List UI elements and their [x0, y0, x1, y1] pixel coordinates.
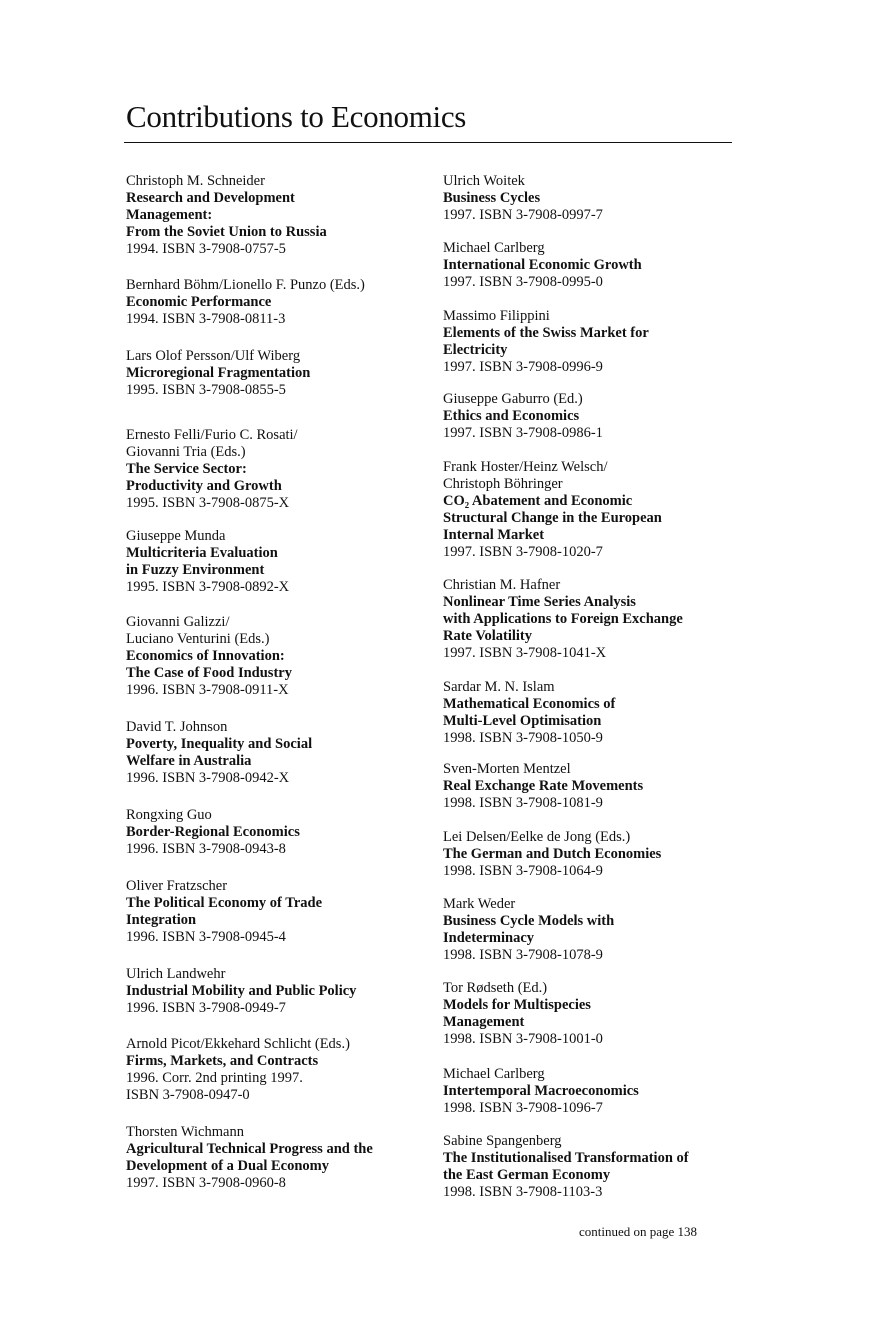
entry-author: Giuseppe Munda: [126, 528, 226, 544]
entry-publication-info: 1997. ISBN 3-7908-0997-7: [443, 207, 603, 223]
entry-author: Luciano Venturini (Eds.): [126, 631, 270, 647]
continued-note: continued on page 138: [579, 1224, 698, 1239]
entry-author: Frank Hoster/Heinz Welsch/: [443, 459, 608, 475]
entry-book-title: From the Soviet Union to Russia: [126, 224, 327, 240]
book-entry: [126, 878, 426, 946]
entry-publication-info: 1996. ISBN 3-7908-0949-7: [126, 1000, 286, 1016]
book-entry: [443, 577, 733, 662]
title-rule: [124, 142, 732, 143]
entry-book-title: Business Cycle Models with: [443, 913, 615, 929]
entry-publication-info: 1998. ISBN 3-7908-1001-0: [443, 1031, 603, 1047]
entry-publication-info: 1996. ISBN 3-7908-0942-X: [126, 770, 290, 786]
entry-publication-info: 1998. ISBN 3-7908-1103-3: [443, 1184, 603, 1200]
book-entry: [126, 614, 426, 699]
entry-book-title: Border-Regional Economics: [126, 824, 300, 840]
entry-author: Giovanni Tria (Eds.): [126, 444, 246, 460]
entry-book-title: Management: [443, 1014, 525, 1030]
book-entry: [126, 1124, 426, 1192]
entry-author: Christoph M. Schneider: [126, 173, 265, 189]
entry-author: Thorsten Wichmann: [126, 1124, 244, 1140]
book-entry: [443, 980, 733, 1048]
entry-author: Michael Carlberg: [443, 1066, 545, 1082]
book-entry: [443, 679, 733, 747]
entry-author: Bernhard Böhm/Lionello F. Punzo (Eds.): [126, 277, 365, 293]
entry-publication-info: 1996. ISBN 3-7908-0945-4: [126, 929, 286, 945]
entry-author: Lei Delsen/Eelke de Jong (Eds.): [443, 829, 631, 845]
entry-publication-info: 1998. ISBN 3-7908-1078-9: [443, 947, 603, 963]
entry-book-title: Management:: [126, 207, 213, 223]
entry-publication-info: 1997. ISBN 3-7908-0986-1: [443, 425, 603, 441]
entry-book-title: Productivity and Growth: [126, 478, 282, 494]
entry-book-title: Agricultural Technical Progress and the: [126, 1141, 373, 1157]
entry-publication-info: 1998. ISBN 3-7908-1064-9: [443, 863, 603, 879]
book-entry: [126, 348, 426, 399]
entry-author: Arnold Picot/Ekkehard Schlicht (Eds.): [126, 1036, 350, 1052]
book-entry: [443, 459, 733, 561]
entry-book-title: Nonlinear Time Series Analysis: [443, 594, 636, 610]
book-entry: [443, 308, 733, 376]
entry-author: Sven-Morten Mentzel: [443, 761, 571, 777]
entry-author: Ulrich Woitek: [443, 173, 525, 189]
entry-book-title: Real Exchange Rate Movements: [443, 778, 644, 794]
entry-author: Oliver Fratzscher: [126, 878, 228, 894]
entry-publication-info: 1998. ISBN 3-7908-1096-7: [443, 1100, 603, 1116]
entry-author: Tor Rødseth (Ed.): [443, 980, 548, 996]
entry-book-title: The Institutionalised Transformation of: [443, 1150, 689, 1166]
entry-book-title: The Case of Food Industry: [126, 665, 292, 681]
entry-publication-info: 1994. ISBN 3-7908-0757-5: [126, 241, 286, 257]
entry-publication-info: 1996. ISBN 3-7908-0943-8: [126, 841, 286, 857]
entry-book-title: Models for Multispecies: [443, 997, 591, 1013]
entry-book-title: Economics of Innovation:: [126, 648, 285, 664]
book-entry: [126, 719, 426, 787]
entry-book-title: Development of a Dual Economy: [126, 1158, 329, 1174]
entry-publication-info: 1997. ISBN 3-7908-0995-0: [443, 274, 603, 290]
book-entry: [443, 1133, 733, 1201]
entry-book-title: International Economic Growth: [443, 257, 642, 273]
book-entry: [126, 528, 426, 596]
book-entry: [126, 277, 426, 328]
entry-book-title: Electricity: [443, 342, 508, 358]
entry-publication-info: 1998. ISBN 3-7908-1050-9: [443, 730, 603, 746]
book-entry: [443, 391, 733, 442]
book-entry: [126, 1036, 426, 1104]
entry-author: Lars Olof Persson/Ulf Wiberg: [126, 348, 301, 364]
entry-book-title: Research and Development: [126, 190, 295, 206]
book-entry: [443, 761, 733, 812]
entry-book-title: The Service Sector:: [126, 461, 247, 477]
entry-book-title: Ethics and Economics: [443, 408, 580, 424]
entry-author: Sabine Spangenberg: [443, 1133, 562, 1149]
book-entry: [443, 829, 733, 880]
entry-author: Ernesto Felli/Furio C. Rosati/: [126, 427, 298, 443]
entry-publication-info: ISBN 3-7908-0947-0: [126, 1087, 250, 1103]
entry-book-title: The Political Economy of Trade: [126, 895, 323, 911]
entry-book-title: Intertemporal Macroeconomics: [443, 1083, 639, 1099]
entry-book-title: Firms, Markets, and Contracts: [126, 1053, 319, 1069]
entry-publication-info: 1995. ISBN 3-7908-0875-X: [126, 495, 290, 511]
entry-author: Rongxing Guo: [126, 807, 212, 823]
book-entry: [126, 807, 426, 858]
entry-publication-info: 1995. ISBN 3-7908-0892-X: [126, 579, 290, 595]
book-entry: [443, 1066, 733, 1117]
entry-author: David T. Johnson: [126, 719, 228, 735]
entry-publication-info: 1994. ISBN 3-7908-0811-3: [126, 311, 286, 327]
entry-book-title: Internal Market: [443, 527, 545, 543]
book-entry: [126, 966, 426, 1017]
entry-book-title: Structural Change in the European: [443, 510, 662, 526]
entry-book-title: Welfare in Australia: [126, 753, 252, 769]
entry-author: Christian M. Hafner: [443, 577, 561, 593]
entry-author: Mark Weder: [443, 896, 516, 912]
entry-author: Giuseppe Gaburro (Ed.): [443, 391, 583, 407]
entry-book-title: Elements of the Swiss Market for: [443, 325, 649, 341]
entry-author: Giovanni Galizzi/: [126, 614, 230, 630]
entry-publication-info: 1997. ISBN 3-7908-0960-8: [126, 1175, 286, 1191]
entry-book-title: CO₂ Abatement and Economic: [443, 493, 633, 509]
entry-publication-info: 1996. Corr. 2nd printing 1997.: [126, 1070, 303, 1086]
entry-publication-info: 1997. ISBN 3-7908-1020-7: [443, 544, 603, 560]
entry-book-title: Mathematical Economics of: [443, 696, 616, 712]
entry-book-title: in Fuzzy Environment: [126, 562, 265, 578]
entry-book-title: Multi-Level Optimisation: [443, 713, 602, 729]
book-entry: [443, 173, 733, 224]
entry-author: Michael Carlberg: [443, 240, 545, 256]
entry-publication-info: 1997. ISBN 3-7908-1041-X: [443, 645, 607, 661]
entry-publication-info: 1998. ISBN 3-7908-1081-9: [443, 795, 603, 811]
entry-book-title: Indeterminacy: [443, 930, 535, 946]
page-title: Contributions to Economics: [126, 99, 467, 134]
entry-book-title: the East German Economy: [443, 1167, 611, 1183]
entry-publication-info: 1995. ISBN 3-7908-0855-5: [126, 382, 286, 398]
entry-publication-info: 1996. ISBN 3-7908-0911-X: [126, 682, 289, 698]
entry-book-title: Multicriteria Evaluation: [126, 545, 278, 561]
entry-book-title: with Applications to Foreign Exchange: [443, 611, 683, 627]
entry-book-title: Poverty, Inequality and Social: [126, 736, 313, 752]
entry-author: Christoph Böhringer: [443, 476, 563, 492]
book-entry: [443, 240, 733, 291]
entry-book-title: Microregional Fragmentation: [126, 365, 311, 381]
entry-author: Sardar M. N. Islam: [443, 679, 555, 695]
entry-author: Ulrich Landwehr: [126, 966, 226, 982]
entry-book-title: Rate Volatility: [443, 628, 533, 644]
entry-publication-info: 1997. ISBN 3-7908-0996-9: [443, 359, 603, 375]
entry-book-title: Economic Performance: [126, 294, 272, 310]
entry-book-title: Integration: [126, 912, 197, 928]
book-entry: [443, 896, 733, 964]
book-entry: [126, 427, 426, 512]
entry-book-title: The German and Dutch Economies: [443, 846, 662, 862]
entry-book-title: Business Cycles: [443, 190, 541, 206]
book-entry: [126, 173, 426, 258]
entry-author: Massimo Filippini: [443, 308, 550, 324]
entry-book-title: Industrial Mobility and Public Policy: [126, 983, 357, 999]
